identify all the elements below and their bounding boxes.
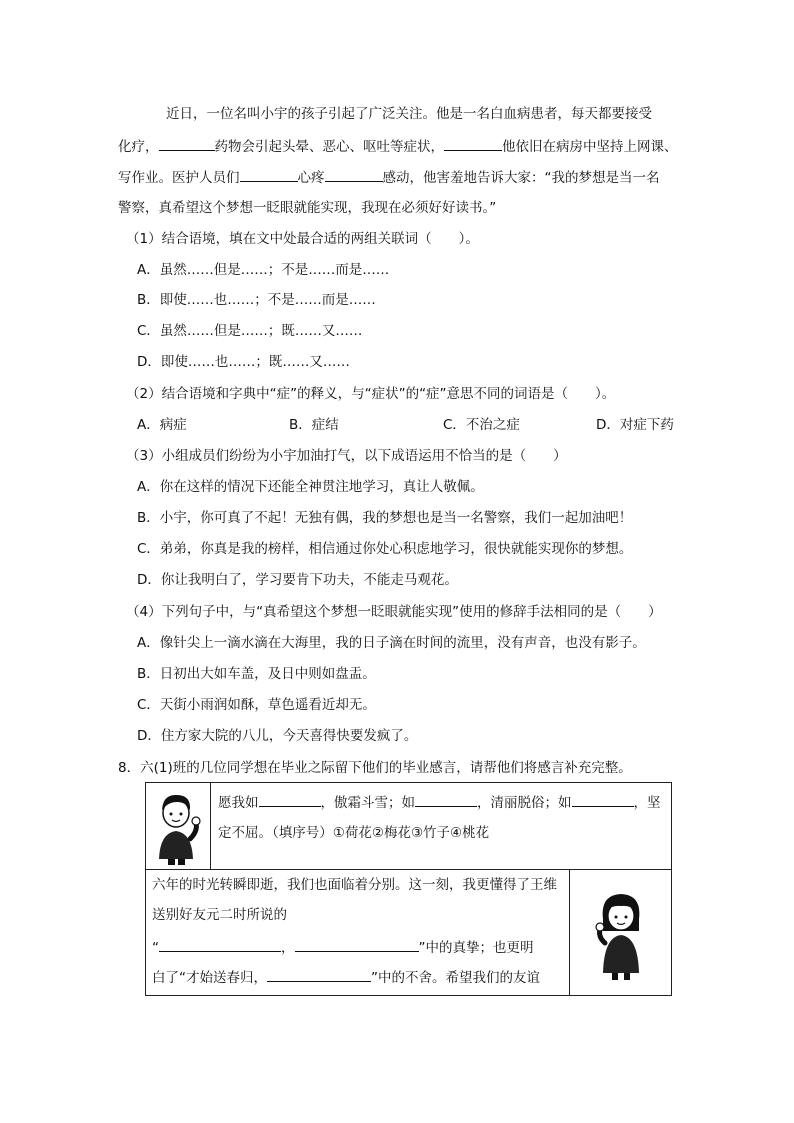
passage-text: 药物会引起头晕、恶心、呕吐等症状， [214,139,444,155]
row-1-line-2: 定不屈。（填序号）①荷花②梅花③竹子④桃花 [218,825,490,841]
question-2-stem: （2）结合语境和字典中“症”的释义，与“症状”的“症”意思不同的词语是（ ）。 [126,386,616,402]
row-2-line-1: 六年的时光转瞬即逝，我们也面临着分别。这一刻，我更懂得了王维 [152,877,557,893]
passage-line-4: 警察，真希望这个梦想一眨眼就能实现，我现在必须好好读书。” [118,200,497,216]
boy-figure-icon [146,783,210,869]
passage-line-3 [118,167,660,188]
question-1-option-c[interactable]: C．虽然……但是……；既……又…… [137,323,363,339]
row-text: ”中的不舍。希望我们的友谊 [371,970,540,986]
question-4-option-a[interactable]: A．像针尖上一滴水滴在大海里，我的日子滴在时间的流里，没有声音，也没有影子。 [137,635,646,651]
question-2-option-c[interactable]: C．不治之症 [443,417,520,433]
fill-blank[interactable] [415,792,477,807]
question-4-option-d[interactable]: D．住方家大院的八儿，今天喜得快要发疯了。 [137,728,418,744]
question-2-option-a[interactable]: A．病症 [137,417,187,433]
question-4-stem: （4）下列句子中，与“真希望这个梦想一眨眼就能实现”使用的修辞手法相同的是（ ） [126,604,662,620]
fill-blank[interactable] [259,792,321,807]
girl-figure-icon [570,869,672,995]
fill-blank[interactable] [240,167,298,182]
row-text: ，坚 [633,795,661,811]
girl-illustration-cell [569,869,672,995]
table-row-2 [146,869,671,995]
question-3-option-c[interactable]: C．弟弟，你真是我的榜样，相信通过你处心积虑地学习，很快就能实现你的梦想。 [137,541,633,557]
fill-blank[interactable] [267,967,371,982]
question-4-option-b[interactable]: B．日初出大如车盖，及日中则如盘盂。 [137,666,376,682]
question-1-stem: （1）结合语境，填在文中处最合适的两组关联词（ ）。 [126,231,479,247]
row-text: ，清丽脱俗；如 [477,795,572,811]
fill-blank[interactable] [444,136,502,151]
question-2-option-d[interactable]: D．对症下药 [596,417,674,433]
row-text: 白了“才始送春归， [152,970,267,986]
row-2-line-2: 送别好友元二时所说的 [152,907,287,923]
passage-text: 写作业。医护人员们 [118,170,240,186]
fill-blank[interactable] [159,136,215,151]
question-8-stem: 8．六(1)班的几位同学想在毕业之际留下他们的毕业感言，请帮他们将感言补充完整。 [118,760,632,776]
fill-blank[interactable] [159,937,281,952]
question-3-stem: （3）小组成员们纷纷为小宇加油打气，以下成语运用不恰当的是（ ） [126,448,567,464]
passage-text: 化疗， [118,139,159,155]
row-2-line-3 [152,937,534,958]
fill-blank[interactable] [295,937,419,952]
table-row-1 [146,783,671,870]
question-1-option-d[interactable]: D．即使……也……；既……又…… [137,354,350,370]
question-1-option-a[interactable]: A．虽然……但是……；不是……而是…… [137,262,390,278]
row-text: ”中的真挚；也更明 [418,940,534,956]
question-2-option-b[interactable]: B．症结 [289,417,339,433]
passage-text: 感动，他害羞地告诉大家：“我的梦想是当一名 [382,170,660,186]
row-text: ， [281,940,295,956]
passage-line-2 [118,136,678,157]
row-1-line-1 [218,792,661,813]
passage-line-1: 近日，一位名叫小宇的孩子引起了广泛关注。他是一名白血病患者，每天都要接受 [166,106,652,122]
passage-text: 他依旧在病房中坚持上网课、 [502,139,678,155]
row-text: ，傲霜斗雪；如 [320,795,415,811]
fill-blank[interactable] [325,167,383,182]
boy-illustration-cell [146,783,211,869]
passage-text: 心疼 [297,170,325,186]
row-2-line-4 [152,967,540,988]
graduation-table [145,782,672,996]
row-text: “ [152,940,159,956]
question-4-option-c[interactable]: C．天街小雨润如酥，草色遥看近却无。 [137,697,376,713]
question-3-option-b[interactable]: B．小宇，你可真了不起！无独有偶，我的梦想也是当一名警察，我们一起加油吧！ [137,510,633,526]
row-text: 愿我如 [218,795,259,811]
question-1-option-b[interactable]: B．即使……也……；不是……而是…… [137,292,376,308]
question-3-option-d[interactable]: D．你让我明白了，学习要肯下功夫，不能走马观花。 [137,572,458,588]
fill-blank[interactable] [572,792,634,807]
question-3-option-a[interactable]: A．你在这样的情况下还能全神贯注地学习，真让人敬佩。 [137,479,484,495]
